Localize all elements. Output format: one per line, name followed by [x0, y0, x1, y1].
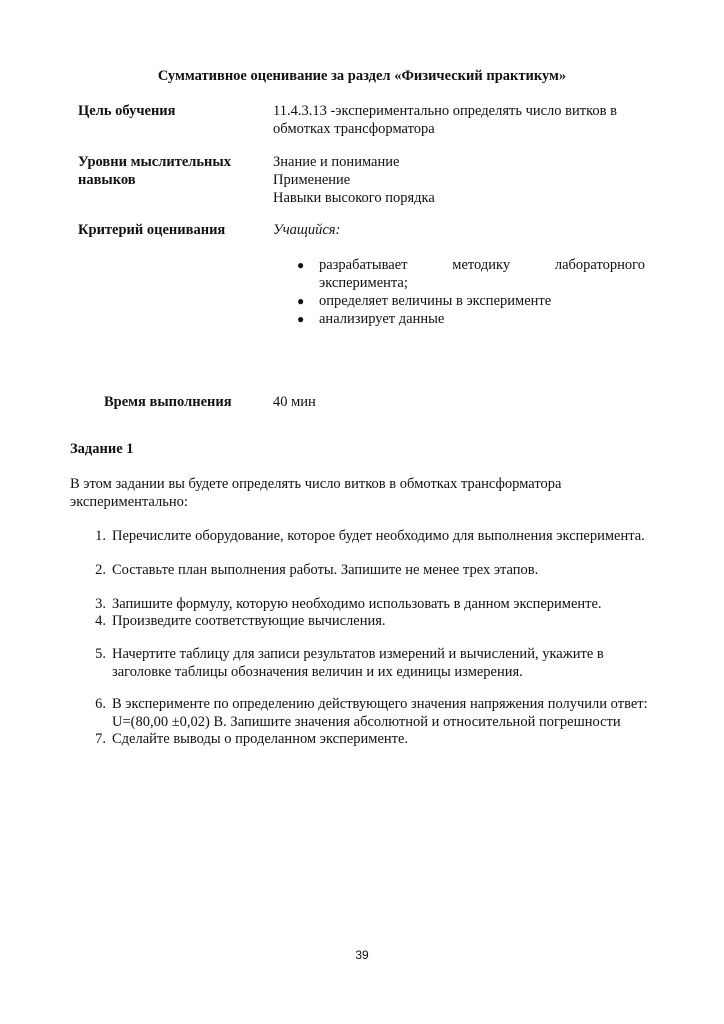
page-title: Суммативное оценивание за раздел «Физический практикум» [157, 68, 567, 84]
goal-line: 11.4.3.13 -экспериментально определять число витков в [273, 103, 617, 119]
task-item-text: Перечислите оборудование, которое будет необходимо для выполнения эксперимента. [112, 528, 645, 544]
levels-label-line: навыков [78, 172, 136, 188]
task-intro [70, 475, 660, 511]
task-item-text: В эксперименте по определению действующего значения напряжения получили ответ: [112, 696, 648, 712]
word: разрабатывает [319, 257, 408, 273]
criteria-list [297, 256, 645, 328]
task-item-text: Начертите таблицу для записи результатов измерений и вычислений, укажите в [112, 646, 604, 662]
page-number: 39 [355, 948, 369, 962]
bullet-icon: ● [297, 294, 305, 308]
task-item-number: 5. [95, 646, 106, 662]
criteria-item-text: определяет величины в эксперименте [319, 293, 552, 309]
criteria-item [297, 256, 645, 292]
task-item-text: Запишите формулу, которую необходимо использовать в данном эксперименте. [112, 596, 602, 612]
levels-values [273, 153, 435, 207]
criteria-item-cont: эксперимента; [319, 275, 408, 291]
word: методику [452, 257, 511, 273]
task-item-number: 4. [95, 613, 106, 629]
task-item-text: Произведите соответствующие вычисления. [112, 613, 386, 629]
levels-label-line: Уровни мыслительных [78, 154, 231, 170]
goal-label: Цель обучения [78, 103, 176, 119]
levels-label [78, 153, 231, 189]
task-item-number: 1. [95, 528, 106, 544]
bullet-icon: ● [297, 312, 305, 326]
task-intro-line: экспериментально: [70, 494, 188, 510]
goal-line: обмотках трансформатора [273, 121, 435, 137]
level-item: Навыки высокого порядка [273, 190, 435, 206]
goal-value [273, 102, 653, 138]
task-item-number: 3. [95, 596, 106, 612]
criteria-item-text: анализирует данные [319, 311, 445, 327]
time-label: Время выполнения [104, 394, 232, 410]
task-item-text: Сделайте выводы о проделанном эксперименте. [112, 731, 409, 747]
task-heading: Задание 1 [70, 441, 134, 457]
task-item-text: U=(80,00 ±0,02) В. Запишите значения абсолютной и относительной погрешности [112, 714, 621, 730]
time-value: 40 мин [273, 394, 316, 410]
level-item: Применение [273, 172, 351, 188]
level-item: Знание и понимание [273, 154, 400, 170]
criteria-item [297, 292, 645, 310]
task-item-number: 7. [95, 731, 106, 747]
task-item-text: Составьте план выполнения работы. Запишите не менее трех этапов. [112, 562, 539, 578]
task-intro-line: В этом задании вы будете определять число витков в обмотках трансформатора [70, 476, 562, 492]
task-item-text: заголовке таблицы обозначения величин и их единицы измерения. [112, 664, 523, 680]
bullet-icon: ● [297, 258, 305, 272]
criteria-item-first-line [319, 256, 645, 274]
criteria-student: Учащийся: [273, 222, 341, 238]
criteria-item [297, 310, 645, 328]
task-item-number: 6. [95, 696, 106, 712]
task-item-number: 2. [95, 562, 106, 578]
word: лабораторного [554, 257, 645, 273]
criteria-label: Критерий оценивания [78, 222, 226, 238]
